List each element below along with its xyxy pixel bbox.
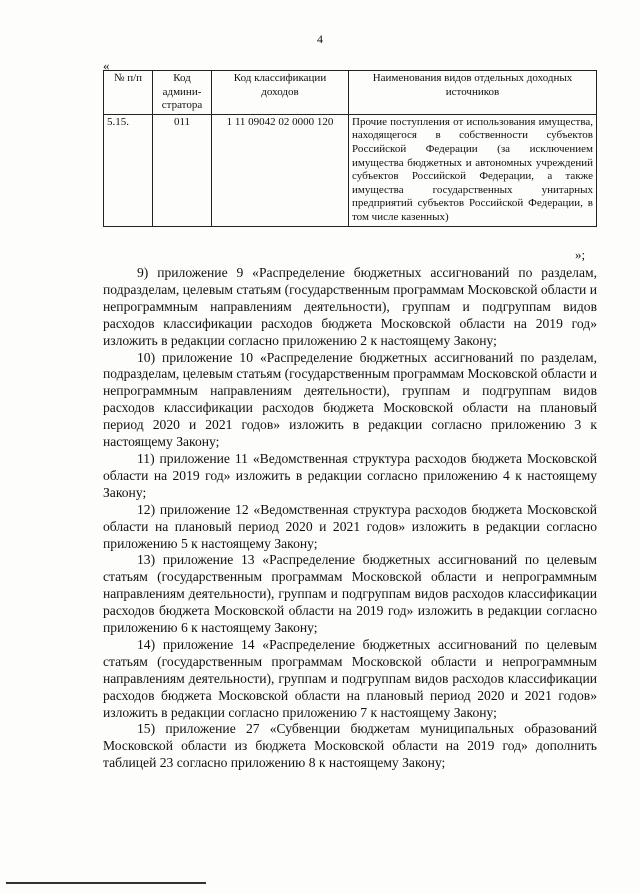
closing-quote-mark: »;: [575, 247, 586, 262]
amendment-item-13: 13) приложение 13 «Распределение бюджетных ассигнований по целевым статьям (государственным программам Московской области и непрограммным направлениям деятельности), группам и подгруппам видов расходов классификации расходов бюджета Московской области на 2019 год» изложить в редакции согласно приложению 6 к настоящему Закону;: [103, 552, 597, 636]
cell-administrator-code: 011: [153, 114, 212, 226]
income-classification-table: [103, 70, 597, 227]
opening-quote-mark: «: [103, 58, 110, 73]
amendment-item-14: 14) приложение 14 «Распределение бюджетных ассигнований по целевым статьям (государственным программам Московской области и непрограммным направлениям деятельности), группам и подгруппам видов расходов классификации расходов бюджета Московской области на плановый период 2020 и 2021 годов» изложить в редакции согласно приложению 7 к настоящему Закону;: [103, 636, 597, 720]
header-administrator-code: Код админи-стратора: [153, 71, 212, 115]
cell-classification-code: 1 11 09042 02 0000 120: [212, 114, 349, 226]
amendment-item-11: 11) приложение 11 «Ведомственная структура расходов бюджета Московской области на 2019 год» изложить в редакции согласно приложению 4 к настоящему Закону;: [103, 450, 597, 500]
footer-divider: [6, 882, 206, 884]
amendment-item-9: 9) приложение 9 «Распределение бюджетных ассигнований по разделам, подразделам, целевым статьям (государственным программам Московской области и непрограммным направлениям деятельности), группам и подгруппам видов расходов классификации расходов бюджета Московской области на 2019 год» изложить в редакции согласно приложению 2 к настоящему Закону;: [103, 265, 597, 348]
amendment-item-12: 12) приложение 12 «Ведомственная структура расходов бюджета Московской области на плановый период 2020 и 2021 годов» изложить в редакции согласно приложению 5 к настоящему Закону;: [103, 501, 597, 551]
amendment-item-10: 10) приложение 10 «Распределение бюджетных ассигнований по разделам, подразделам, целевым статьям (государственным программам Московской области и непрограммным направлениям деятельности), группам и подгруппам видов расходов классификации расходов бюджета Московской области на плановый период 2020 и 2021 годов» изложить в редакции согласно приложению 3 к настоящему Закону;: [103, 349, 597, 450]
header-row-number: № п/п: [104, 71, 153, 115]
table-row: [104, 114, 597, 226]
amendment-item-15: 15) приложение 27 «Субвенции бюджетам муниципальных образований Московской области из бюджета Московской области на 2019 год» дополнить таблицей 23 согласно приложению 8 к настоящему Закону;: [103, 721, 597, 771]
table-header-row: [104, 71, 597, 115]
header-classification-code: Код классификации доходов: [212, 71, 349, 115]
header-income-source-name: Наименования видов отдельных доходных источников: [349, 71, 597, 115]
amendment-items: [103, 265, 597, 772]
cell-row-number: 5.15.: [104, 114, 153, 226]
page-number: 4: [317, 32, 323, 46]
cell-income-source-name: Прочие поступления от использования имущества, находящегося в собственности субъектов Российской Федерации (за исключением имущества бюджетных и автономных учреждений субъектов Российской Федерации, а также имущества государственных унитарных предприятий субъектов Российской Федерации, в том числе казенных): [349, 114, 597, 226]
